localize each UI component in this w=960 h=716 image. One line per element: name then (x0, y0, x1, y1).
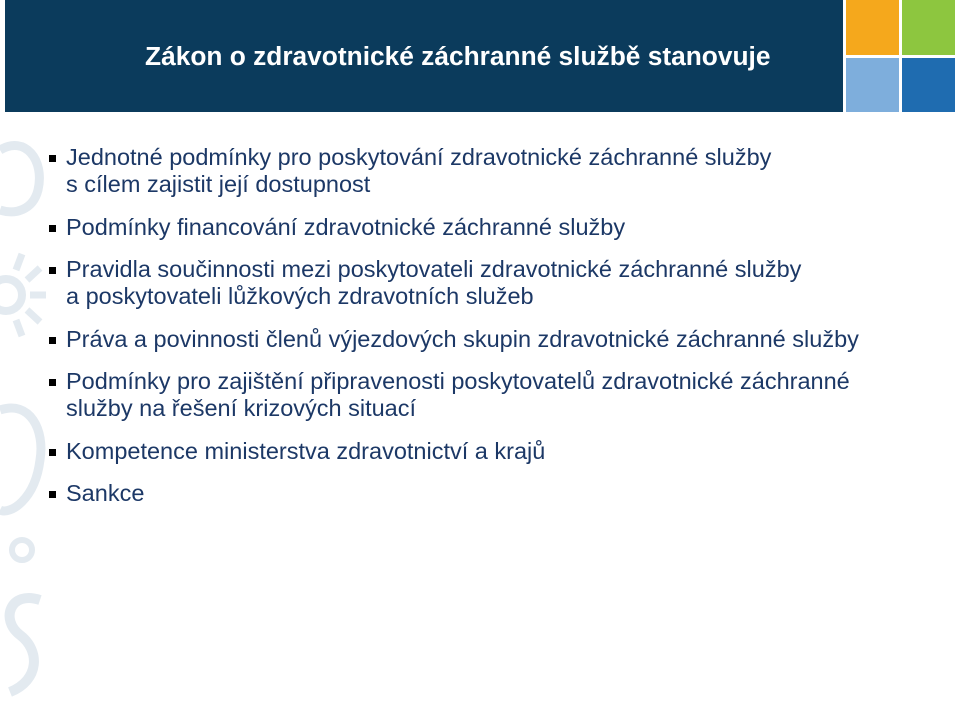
bullet-item (49, 480, 929, 507)
bullet-text-line: Pravidla součinnosti mezi poskytovateli zdravotnické záchranné služby (66, 256, 802, 282)
decorative-square-green (902, 0, 955, 55)
square-bullet-icon (49, 379, 56, 386)
decorative-square-orange (846, 0, 899, 55)
bullet-text-line: Sankce (66, 480, 145, 506)
bullet-text (66, 256, 801, 310)
square-bullet-icon (49, 267, 56, 274)
bullet-item (49, 214, 929, 241)
bullet-item (49, 144, 929, 198)
bullet-text-line: a poskytovateli lůžkových zdravotních služeb (66, 283, 534, 309)
square-bullet-icon (49, 225, 56, 232)
bullet-item (49, 256, 929, 310)
bullet-text (66, 144, 771, 198)
bullet-text (66, 438, 545, 465)
bullet-text-line: Kompetence ministerstva zdravotnictví a krajů (66, 437, 546, 464)
bullet-text (66, 214, 625, 241)
decorative-square-blue (902, 58, 955, 112)
bullet-item (49, 326, 929, 353)
bullet-text-line: Jednotné podmínky pro poskytování zdravotnické záchranné služby (66, 144, 772, 170)
bullet-text-line: služby na řešení krizových situací (66, 395, 417, 421)
slide-title: Zákon o zdravotnické záchranné službě stanovuje (145, 41, 771, 71)
bullet-text (66, 368, 850, 422)
square-bullet-icon (49, 449, 56, 456)
bullet-text-line: Podmínky pro zajištění připravenosti poskytovatelů zdravotnické záchranné (66, 368, 850, 394)
bullet-text-line: s cílem zajistit její dostupnost (66, 171, 371, 197)
bullet-item (49, 368, 929, 422)
bullet-text (66, 326, 859, 353)
decorative-square-light-blue (846, 58, 899, 112)
bullet-list (49, 144, 929, 523)
bullet-text-line: Práva a povinnosti členů výjezdových skupin zdravotnické záchranné služby (66, 325, 859, 352)
square-bullet-icon (49, 491, 56, 498)
bullet-text-line: Podmínky financování zdravotnické záchranné služby (66, 213, 626, 240)
square-bullet-icon (49, 337, 56, 344)
bullet-text (66, 480, 144, 507)
square-bullet-icon (49, 155, 56, 162)
bullet-item (49, 438, 929, 465)
